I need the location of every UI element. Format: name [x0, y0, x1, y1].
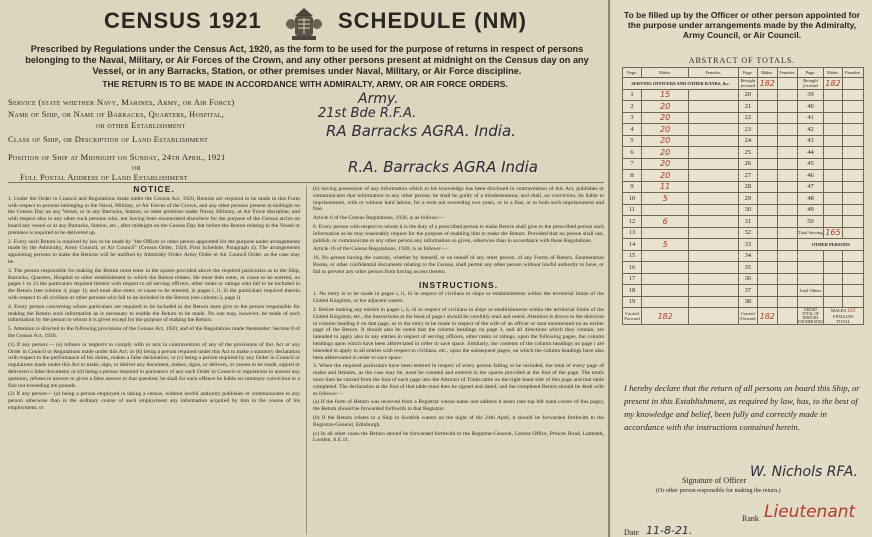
- females-count: [843, 170, 864, 182]
- females-count: [777, 193, 798, 205]
- field-label-service: Service (state whether Navy, Marines, Army, or Air Force): [8, 97, 235, 107]
- males-count: 20: [642, 135, 689, 147]
- males-count: 5: [642, 193, 689, 205]
- field-label-name: Name of Ship, or Name of Barracks, Quarters, Hospital,: [8, 109, 225, 119]
- page-number: 26: [738, 158, 757, 170]
- blank-cell: [823, 250, 843, 262]
- females-count: [777, 170, 798, 182]
- abstract-row: [623, 193, 864, 205]
- rank-value: Lieutenant: [764, 502, 856, 522]
- title-row: [0, 4, 610, 40]
- males-count: [642, 285, 689, 297]
- page-number: 9: [623, 181, 642, 193]
- abstract-body: [623, 78, 864, 325]
- instruction-paragraph: 3. When the required particulars have been entered in respect of every person falling to be included, the total of every page of males and females, as the case may be, must be counted and entered in the spaces provided at the foot of the page. The totals must then be carried from the foot of each page into the Abstract of Totals table on the right-hand side of this page and that table completed. The declaration at the foot of that table must then be signed and dated; and the completed Return should be dealt with as follows:—: [313, 363, 604, 397]
- males-count: 6: [642, 216, 689, 228]
- males-count: [757, 216, 777, 228]
- notice-column: [8, 186, 300, 534]
- females-count: [689, 101, 739, 113]
- females-count: [689, 158, 739, 170]
- males-count: [823, 170, 843, 182]
- abstract-row: [623, 78, 864, 90]
- date-label: Date: [624, 528, 640, 537]
- page-number: 34: [738, 250, 757, 262]
- field-label-or: or: [132, 162, 141, 172]
- blank-cell: [843, 250, 864, 262]
- males-count: [642, 227, 689, 239]
- accordance-text: THE RETURN IS TO BE MADE IN ACCORDANCE WITH ADMIRALTY, ARMY, OR AIR FORCE ORDERS.: [102, 79, 508, 89]
- males-count: [642, 250, 689, 262]
- males-count: [757, 101, 777, 113]
- establishment-fields: [8, 91, 604, 183]
- page-number: 17: [623, 273, 642, 285]
- males-count: [823, 193, 843, 205]
- notice-paragraph: (b) having possession of any information which to his knowledge has been disclosed in contravention of this Act, publishes or communicates that information to any other person; he shall be guilty of a misdemeanour, and shall, on conviction, be liable to imprisonment, with or without hard labour, for a term not exceeding two years, or to a fine, or to both such imprisonment and fine.: [313, 186, 604, 213]
- blank-cell: [823, 273, 843, 285]
- males-count: [757, 239, 777, 251]
- field-value-service: Army.: [358, 91, 399, 107]
- females-count: [843, 193, 864, 205]
- page-number: 46: [798, 170, 823, 182]
- females-count: [843, 216, 864, 228]
- page-number: 47: [798, 181, 823, 193]
- females-count: [777, 227, 798, 239]
- page-number: 36: [738, 273, 757, 285]
- females-count: [689, 250, 739, 262]
- page-number: 15: [623, 250, 642, 262]
- females-count: [689, 204, 739, 216]
- signature-note: (Or other person responsible for making the return.): [656, 488, 781, 494]
- page-number: 41: [798, 112, 823, 124]
- females-count: [777, 89, 798, 101]
- declaration-text: I hereby declare that the return of all persons on board this Ship, or present in this Establishment, as required by law, has, to the best of my knowledge and belief, been fully and correctly made in accordance with the instructions contained herein.: [624, 383, 860, 432]
- females-count: [689, 227, 739, 239]
- abstract-row: [623, 262, 864, 274]
- blank-cell: [843, 296, 864, 308]
- males-count: 20: [642, 158, 689, 170]
- females-count: [777, 181, 798, 193]
- notice-paragraph: 16. No person having the custody, whether by himself, or on behalf of any other person, of any Forms of Return, Enumeration Books, or other confidential documents relating to the Census, shall permit any other person without lawful authority to have, or fail to prevent any other person from having access thereto.: [313, 255, 604, 275]
- page-number: 38: [738, 296, 757, 308]
- males-count: [757, 204, 777, 216]
- females-count: [689, 285, 739, 297]
- page-number: 33: [738, 239, 757, 251]
- page-number: 50: [798, 216, 823, 228]
- field-value-postal: R.A. Barracks AGRA India: [348, 158, 538, 176]
- females-count: [843, 285, 864, 297]
- females-count: [777, 296, 798, 308]
- abstract-row: [623, 308, 864, 325]
- carried-forward-females: [689, 308, 739, 325]
- abstract-of-totals-table: [622, 67, 864, 325]
- page-number: 44: [798, 147, 823, 159]
- females-count: [843, 204, 864, 216]
- females-count: [777, 262, 798, 274]
- page-number: 24: [738, 135, 757, 147]
- brought-forward-females: [777, 78, 798, 90]
- males-count: [757, 158, 777, 170]
- females-count: [777, 158, 798, 170]
- males-count: 20: [642, 101, 689, 113]
- males-count: 20: [642, 112, 689, 124]
- females-count: [689, 262, 739, 274]
- grand-total-word: TOTAL: [836, 319, 851, 324]
- instruction-paragraph: 2. Before making any entries in pages i, ii, iii in respect of civilians in ships or establishments within the territorial limits of the United Kingdom, etc., the instructions at the head of page i should be carefully read and noted. Attention is drawn to the direction in column heading 6 on that page, as to the entry to be made in respect of the wife of an officer or man enumerated on an earlier page of the Return. It should also be noted that the column headings on page 1, and all directions which they contain, are intended to apply also to any entries in respect of serving officers, other ranks or ratings, upon the following pages, the column headings upon which have been abbreviated in order to save space. Similarly, the contents of the column headings on page i are intended to apply to all entries with respect to civilians, etc., upon the subsequent pages, on which the column headings have also been abbreviated in order to save space.: [313, 306, 604, 361]
- page-number: 19: [623, 296, 642, 308]
- appointed-officer-text: To be filled up by the Officer or other person appointed for the purpose under arrangements made by the Admiralty, Army Council, or Air Council.: [624, 10, 860, 40]
- females-count: [689, 112, 739, 124]
- rank-label: Rank: [742, 514, 759, 523]
- page-number: 3: [623, 112, 642, 124]
- blank-cell: [843, 273, 864, 285]
- page-number: 12: [623, 216, 642, 228]
- abstract-row: [623, 239, 864, 251]
- males-count: [823, 158, 843, 170]
- title-schedule-nm: SCHEDULE (NM): [338, 8, 527, 33]
- females-count: [777, 273, 798, 285]
- females-count: [843, 147, 864, 159]
- abstract-row: [623, 112, 864, 124]
- males-count: [757, 112, 777, 124]
- males-count: [757, 296, 777, 308]
- notice-paragraph: 6. Every person with respect to whom it is the duty of a prescribed person to make Return shall give to the prescribed person such information as he may reasonably require for the purpose of enabling him to make the Return. Provided that no person shall use, publish, or communicate to any other person any information so given, otherwise than in accordance with these Regulations.: [313, 223, 604, 244]
- abstract-row: [623, 101, 864, 113]
- abstract-row: [623, 124, 864, 136]
- males-count: [823, 135, 843, 147]
- brought-forward-females: [843, 78, 864, 90]
- page-number: 4: [623, 124, 642, 136]
- abstract-row: [623, 296, 864, 308]
- males-count: [823, 285, 843, 297]
- males-count: [757, 285, 777, 297]
- page-number: 29: [738, 193, 757, 205]
- brought-forward-label: Brought forward: [738, 78, 757, 90]
- males-count: 20: [642, 147, 689, 159]
- instructions-heading: INSTRUCTIONS.: [418, 279, 499, 290]
- carried-forward-females: [777, 308, 798, 325]
- page-number: 25: [738, 147, 757, 159]
- notice-paragraph: (1) If any person:— (a) refuses or neglects to comply with or acts in contravention of any of the provisions of this Act or any Order in Council or Regulations made under this Act; or (b) being a person required under this Act to make a statutory declaration with respect to the performance of his duties, makes a false declaration; or (c) being a person required by any Order in Council or regulations made under this Act to make, sign, or deliver any document, makes, signs, or delivers, or causes to be made, signed or delivered a false document; or (d) being a person required in pursuance of any such Order in Council or regulations to answer any question, refuses to answer or gives a false answer to that question; he shall for each offence be liable on summary conviction to a fine not exceeding ten pounds.: [8, 341, 300, 389]
- blank-cell: [798, 273, 823, 285]
- females-count: [777, 250, 798, 262]
- males-count: [757, 227, 777, 239]
- page-number: 8: [623, 170, 642, 182]
- right-panel: [612, 0, 872, 537]
- abstract-row: [623, 204, 864, 216]
- page-number: 10: [623, 193, 642, 205]
- females-count: [689, 296, 739, 308]
- males-count: 11: [642, 181, 689, 193]
- females-count: [689, 170, 739, 182]
- males-count: [757, 170, 777, 182]
- title-census-1921: CENSUS 1921: [104, 8, 262, 33]
- males-count: [823, 181, 843, 193]
- total-others-label: Total Others: [798, 285, 823, 297]
- females-count: [777, 124, 798, 136]
- page-number: 20: [738, 89, 757, 101]
- page-number: 18: [623, 285, 642, 297]
- page-number: 23: [738, 124, 757, 136]
- notice-paragraph: 1. Under the Order in Council and Regulations made under the Census Act, 1920, Returns are required to be made in this Form with respect to persons belonging to the Naval, Military, or Air Forces of the Crown, and any other persons present at midnight on the Census Day on any Vessel, or in any Barracks, Station, or other premises under Naval, Military, or Air Force discipline; and with respect also to any other such persons who, not having been enumerated elsewhere for the purpose of the Census arrive on board any vessel or at any Barracks, Station, etc., after midnight on the Census Day but before the Return relating to the Vessel or premises is required to be delivered up.: [8, 195, 300, 236]
- col-header: Page.: [798, 68, 823, 78]
- abstract-row: [623, 250, 864, 262]
- males-count: [757, 273, 777, 285]
- page-number: 1: [623, 89, 642, 101]
- instruction-paragraph: (b) If the Return relates to a Ship in Scottish waters on the night of the 24th April, it should be forwarded forthwith to the Registrar-General, Edinburgh.: [313, 414, 604, 428]
- blank-cell: [798, 262, 823, 274]
- carried-forward-males: 182: [757, 308, 777, 325]
- col-header: Males.: [757, 68, 777, 78]
- males-count: [823, 101, 843, 113]
- page-number: 31: [738, 216, 757, 228]
- col-header: Page.: [738, 68, 757, 78]
- females-count: [777, 135, 798, 147]
- page-number: 11: [623, 204, 642, 216]
- brought-forward-males: 182: [823, 78, 843, 90]
- page-number: 45: [798, 158, 823, 170]
- col-header: Males.: [823, 68, 843, 78]
- field-label-postal: Full Postal Address of Land Establishment: [20, 172, 188, 182]
- page-number: 16: [623, 262, 642, 274]
- page-number: 28: [738, 181, 757, 193]
- blank-cell: [843, 262, 864, 274]
- abstract-row: [623, 285, 864, 297]
- page-number: 35: [738, 262, 757, 274]
- abstract-row: [623, 181, 864, 193]
- prescribed-text: Prescribed by Regulations under the Census Act, 1920, as the form to be used for the purpose of returns in respect of persons belonging to the Naval, Military, or Air Forces of the Crown, and any other persons present at midnight on the Census day on any Vessel, or in any Barracks, Station, or other premises under Naval, Military, or Air Force discipline.: [25, 44, 589, 76]
- total-serving-label: Total Serving: [798, 227, 823, 239]
- page-number: 13: [623, 227, 642, 239]
- notice-paragraph: (2) If any person— (a) being a person employed in taking a census, without lawful authority publishes or communicates to any person otherwise than in the ordinary course of such employment any information acquired by him in the course of his employment; or: [8, 391, 300, 411]
- total-serving-value: 165: [823, 227, 843, 239]
- females-count: [777, 101, 798, 113]
- males-count: [642, 262, 689, 274]
- females-count: [843, 227, 864, 239]
- blank-cell: [823, 296, 843, 308]
- page-number: 37: [738, 285, 757, 297]
- page-number: 7: [623, 158, 642, 170]
- females-count: [689, 193, 739, 205]
- field-label-position: Position of Ship at Midnight on Sunday, 24th April, 1921: [8, 152, 226, 162]
- females-count: [689, 89, 739, 101]
- carried-forward-label: Carried Forward: [738, 308, 757, 325]
- males-count: [757, 147, 777, 159]
- grand-males-value: 165: [847, 309, 856, 314]
- notice-heading: NOTICE.: [133, 186, 175, 194]
- col-header: Females.: [689, 68, 739, 78]
- page-number: 49: [798, 204, 823, 216]
- males-count: 20: [642, 170, 689, 182]
- blank-cell: [798, 250, 823, 262]
- page-number: 48: [798, 193, 823, 205]
- females-count: [689, 147, 739, 159]
- signature-label: Signature of Officer: [682, 476, 747, 485]
- instruction-paragraph: 1. No entry is to be made in pages i, ii, iii in respect of civilians in ships or establishments within the territorial limits of the United Kingdom, or the adjacent waters.: [313, 291, 604, 305]
- brought-forward-males: 182: [757, 78, 777, 90]
- page-number: 30: [738, 204, 757, 216]
- males-count: [823, 89, 843, 101]
- notice-paragraph: 4. Every person concerning whom particulars are required to be included in the Return must give to the person responsible for making the Return such information as is necessary to enable the Return to be made. No one may, however, be made of such information by the person to whom it is given except for the purpose of making the Return.: [8, 303, 300, 324]
- page-number: 39: [798, 89, 823, 101]
- females-count: [689, 273, 739, 285]
- females-count: [777, 216, 798, 228]
- page-number: 32: [738, 227, 757, 239]
- page-number: 14: [623, 239, 642, 251]
- abstract-title: ABSTRACT OF TOTALS.: [688, 56, 796, 65]
- col-header: Males.: [642, 68, 689, 78]
- females-count: [777, 147, 798, 159]
- abstract-row: [623, 135, 864, 147]
- brought-forward-label: Brought forward: [798, 78, 823, 90]
- royal-crest-icon: [284, 4, 324, 44]
- page-number: 40: [798, 101, 823, 113]
- males-count: 20: [642, 124, 689, 136]
- instructions-column: [306, 186, 604, 534]
- page-number: 22: [738, 112, 757, 124]
- abstract-header-row: [623, 68, 864, 78]
- females-count: [689, 124, 739, 136]
- females-count: [777, 204, 798, 216]
- females-count: [843, 112, 864, 124]
- males-count: [823, 216, 843, 228]
- page-number: 5: [623, 135, 642, 147]
- field-label-establishment: or other Establishment: [96, 120, 186, 130]
- females-count: [777, 112, 798, 124]
- grand-females-label: FEMALES: [833, 314, 854, 319]
- females-count: [689, 135, 739, 147]
- females-count: [843, 181, 864, 193]
- males-count: [823, 147, 843, 159]
- serving-label: SERVING OFFICERS AND OTHER RANKS, &c.: [623, 78, 739, 90]
- females-count: [843, 135, 864, 147]
- females-count: [689, 239, 739, 251]
- males-count: [642, 204, 689, 216]
- females-count: [777, 285, 798, 297]
- notice-paragraph: Article 6 of the Census Regulations, 1920, is as follows:—: [313, 215, 445, 222]
- col-header: Females.: [777, 68, 798, 78]
- other-persons-label: OTHER PERSONS: [798, 239, 864, 251]
- carried-forward-males: 182: [642, 308, 689, 325]
- males-count: [642, 273, 689, 285]
- date-value: 11-8-21.: [646, 524, 693, 537]
- abstract-row: [623, 216, 864, 228]
- notice-paragraph: 5. Attention is directed to the following provisions of the Census Act, 1920, and of the Regulations made thereunder: Section 8 of the Census Act, 1920.: [8, 326, 300, 339]
- males-count: 15: [642, 89, 689, 101]
- females-count: [843, 124, 864, 136]
- field-value-class: RA Barracks AGRA. India.: [326, 122, 516, 140]
- page-number: 43: [798, 135, 823, 147]
- males-count: [823, 124, 843, 136]
- abstract-row: [623, 147, 864, 159]
- grand-males-label: MALES: [830, 308, 847, 313]
- blank-cell: [798, 296, 823, 308]
- males-count: [757, 135, 777, 147]
- instruction-paragraph: (a) If the form of Return was received from a Registrar whose name and address it bears (see top left hand corner of this page), the Return should be forwarded forthwith to that Registrar.: [313, 399, 604, 413]
- page-number: 21: [738, 101, 757, 113]
- males-count: [757, 250, 777, 262]
- abstract-row: [623, 170, 864, 182]
- notice-paragraph: 2. Every such Return is required by law to be made by "the Officer or other person appointed for the purpose under arrangements made by the Admiralty, Army Council, or Air Council" (Census Order, 1920, First Schedule, Paragraph 4). The arrangements appointing persons to make the Returns will be notified by Admiralty Order, Army Order or Air Council Order, as the case may be.: [8, 238, 300, 265]
- abstract-row: [623, 158, 864, 170]
- signature-value: W. Nichols RFA.: [750, 464, 858, 480]
- instruction-paragraph: (c) In all other cases the Return should be forwarded forthwith to the Registrar-General, Census Office, Princes Road, Lambeth, London, S.E.11.: [313, 430, 604, 444]
- females-count: [689, 216, 739, 228]
- grand-total-label: GRAND TOTAL OF PERSONS ENUMERATED: [798, 308, 823, 324]
- males-count: [757, 124, 777, 136]
- abstract-row: [623, 227, 864, 239]
- females-count: [843, 158, 864, 170]
- abstract-row: [623, 273, 864, 285]
- carried-forward-label: Carried Forward: [623, 308, 642, 325]
- page-number: 27: [738, 170, 757, 182]
- blank-cell: [823, 262, 843, 274]
- grand-total-values: [823, 308, 863, 325]
- field-value-name: 21st Bde R.F.A.: [318, 106, 417, 121]
- page-number: 42: [798, 124, 823, 136]
- males-count: [823, 112, 843, 124]
- col-header: Page.: [623, 68, 642, 78]
- males-count: 5: [642, 239, 689, 251]
- col-header: Females.: [843, 68, 864, 78]
- females-count: [689, 181, 739, 193]
- abstract-row: [623, 89, 864, 101]
- females-count: [843, 101, 864, 113]
- males-count: [757, 193, 777, 205]
- page-number: 6: [623, 147, 642, 159]
- females-count: [777, 239, 798, 251]
- notice-paragraph: 3. The person responsible for making the Return must enter in the spaces provided above the required particulars as to the Ship, Barracks, Quarters, Hospital or other establishment to which the Return relates. He must then enter, or cause to be entered, on pages 1 to 31 the particulars required therein with respect to all serving officers, other ranks or ratings who fall to be included in the Return (see column 4, page 1); and must also enter, or cause to be entered, in pages i, ii, iii the particulars required therein with respect to all civilians or other persons who fall to be included in the Return (see column 2, page i).: [8, 267, 300, 301]
- males-count: [757, 89, 777, 101]
- field-label-class: Class of Ship, or Description of Land Establishment: [8, 134, 209, 144]
- notice-paragraph: Article 16 of the Census Regulations, 1920, is as follows:—: [313, 246, 448, 253]
- males-count: [757, 262, 777, 274]
- males-count: [823, 204, 843, 216]
- males-count: [642, 296, 689, 308]
- page-number: 2: [623, 101, 642, 113]
- males-count: [757, 181, 777, 193]
- females-count: [843, 89, 864, 101]
